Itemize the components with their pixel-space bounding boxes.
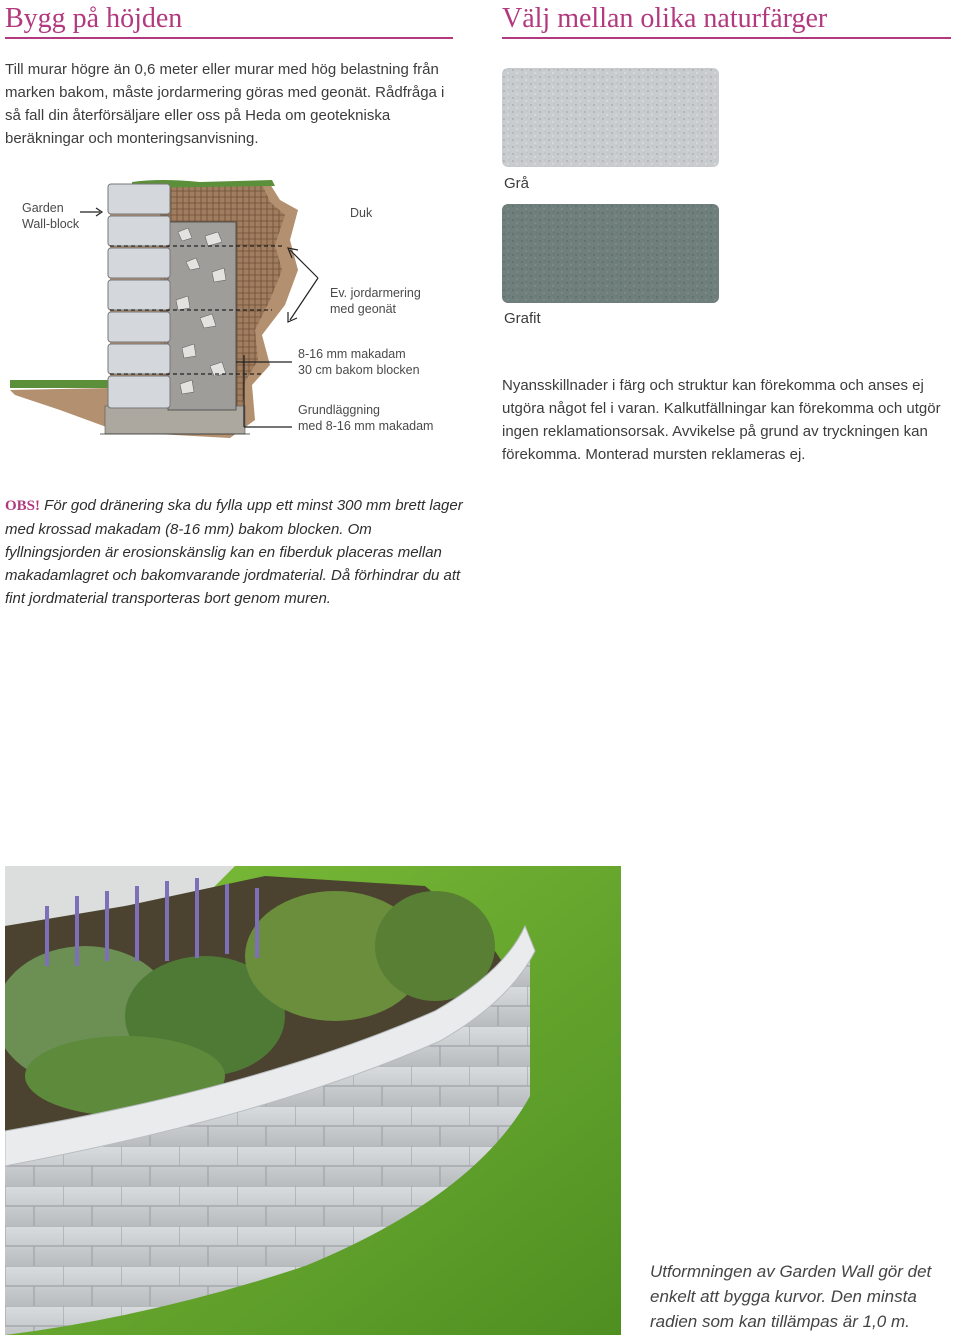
obs-label: OBS!	[5, 498, 41, 514]
front-grass	[10, 380, 110, 388]
swatch-gra	[502, 68, 719, 167]
title-rule-right	[502, 37, 951, 39]
swatch-label-grafit: Grafit	[504, 310, 541, 327]
label-garden-wall-block: Garden Wall-block	[22, 201, 80, 231]
swatch-grafit	[502, 204, 719, 303]
label-geonat: Ev. jordarmering med geonät	[330, 286, 421, 316]
color-note: Nyansskillnader i färg och struktur kan förekomma och anses ej utgöra något fel i varan. Kalkutfällningar kan förekomma och utgör ingen reklamationsorsak. Avvikelse på grund av tryckningen kan förekomma. Monterad mursten reklameras ej.	[502, 377, 941, 463]
intro-paragraph: Till murar högre än 0,6 meter eller murar med hög belastning från marken bakom, måste jordarmering göras med geonät. Rådfråga i så fall din återförsäljare eller oss på Heda om geotekniska beräkningar och monteringsanvisning.	[5, 61, 445, 147]
gravel-fill	[168, 222, 236, 410]
label-foundation: Grundläggning med 8-16 mm makadam	[298, 403, 434, 433]
swatch-grafit-texture	[502, 204, 719, 303]
swatch-label-gra: Grå	[504, 175, 530, 192]
obs-text: För god dränering ska du fylla upp ett minst 300 mm brett lager med krossad makadam (8-16 mm) bakom blocken. Om fyllningsjorden är erosionskänslig kan en fiberduk placeras mellan makadamlagret och bakomvarande jordmaterial. Då förhindrar du att fint jordmaterial transporteras bort genom muren.	[5, 497, 463, 607]
label-makadam: 8-16 mm makadam 30 cm bakom blocken	[298, 347, 420, 377]
section-title-colors: Välj mellan olika naturfärger	[502, 3, 828, 34]
garden-wall-photo	[5, 866, 621, 1335]
photo-caption: Utformningen av Garden Wall gör det enkelt att bygga kurvor. Den minsta radien som kan tillämpas är 1,0 m.	[650, 1262, 932, 1331]
garden-wall-photo-svg	[5, 866, 621, 1335]
title-rule-left	[5, 37, 453, 39]
obs-paragraph	[5, 494, 465, 610]
label-duk: Duk	[350, 206, 373, 220]
wall-cross-section-diagram	[0, 170, 470, 450]
swatch-gra-texture	[502, 68, 719, 167]
section-title-build-high: Bygg på höjden	[5, 3, 183, 34]
